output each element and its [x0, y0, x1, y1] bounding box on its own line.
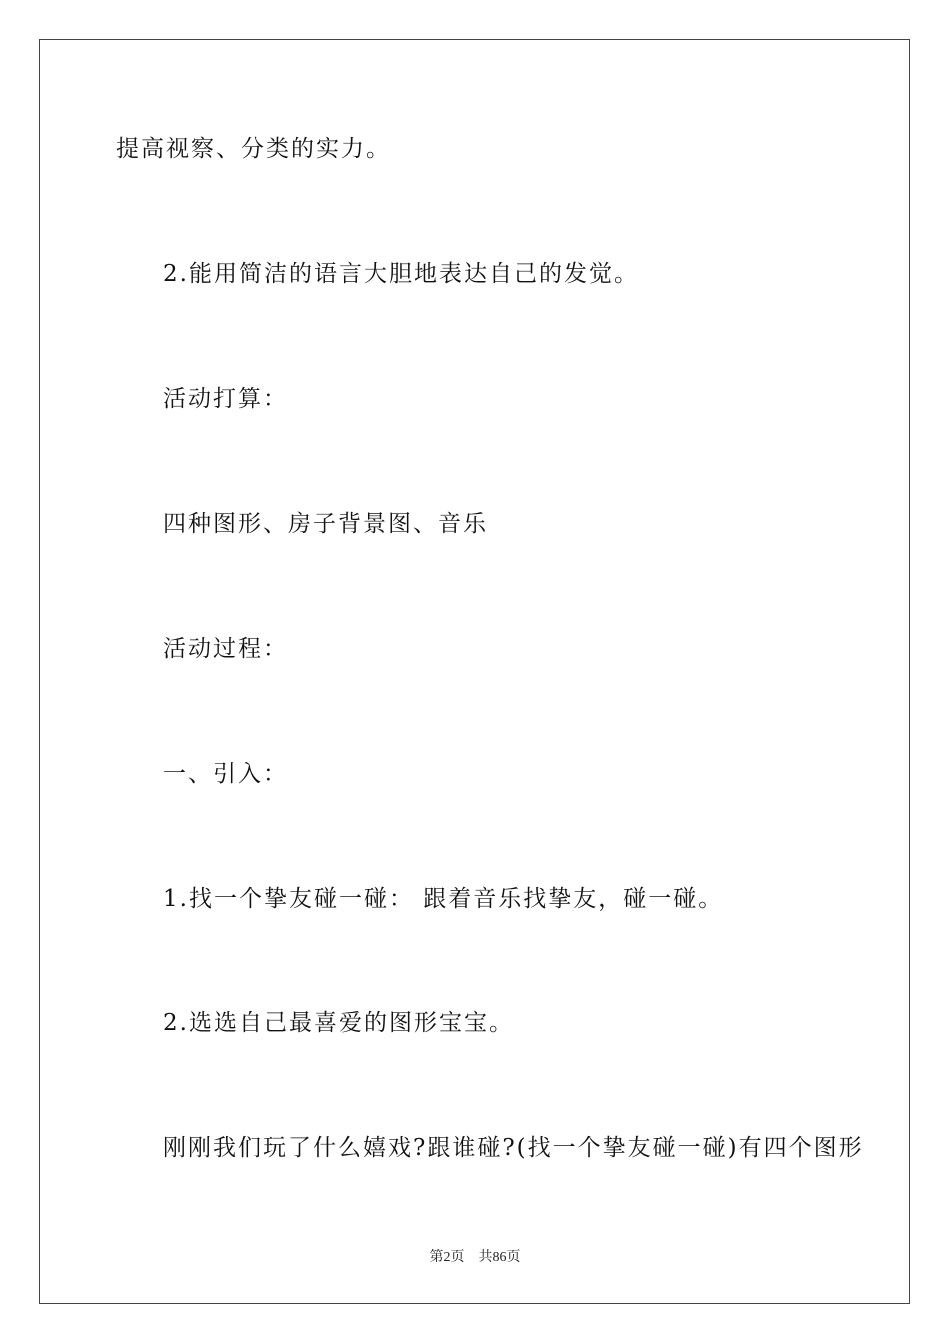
paragraph-8: 2.选选自己最喜爱的图形宝宝。: [163, 1010, 514, 1036]
paragraph-5: 活动过程：: [163, 636, 288, 662]
paragraph-2: 2.能用简洁的语言大胆地表达自己的发觉。: [163, 261, 639, 287]
paragraph-3: 活动打算：: [163, 386, 288, 412]
page-total: 共86页: [478, 1250, 521, 1265]
page-border: [39, 39, 910, 1304]
paragraph-6: 一、引入：: [163, 761, 288, 787]
page-number: 第2页: [429, 1250, 465, 1265]
page-footer: [0, 1246, 950, 1266]
paragraph-1: 提高视察、分类的实力。: [116, 136, 391, 162]
paragraph-7: 1.找一个挚友碰一碰： 跟着音乐找挚友，碰一碰。: [163, 886, 724, 912]
paragraph-9: 刚刚我们玩了什么嬉戏?跟谁碰?(找一个挚友碰一碰)有四个图形: [163, 1135, 864, 1161]
paragraph-4: 四种图形、房子背景图、音乐: [163, 511, 488, 537]
